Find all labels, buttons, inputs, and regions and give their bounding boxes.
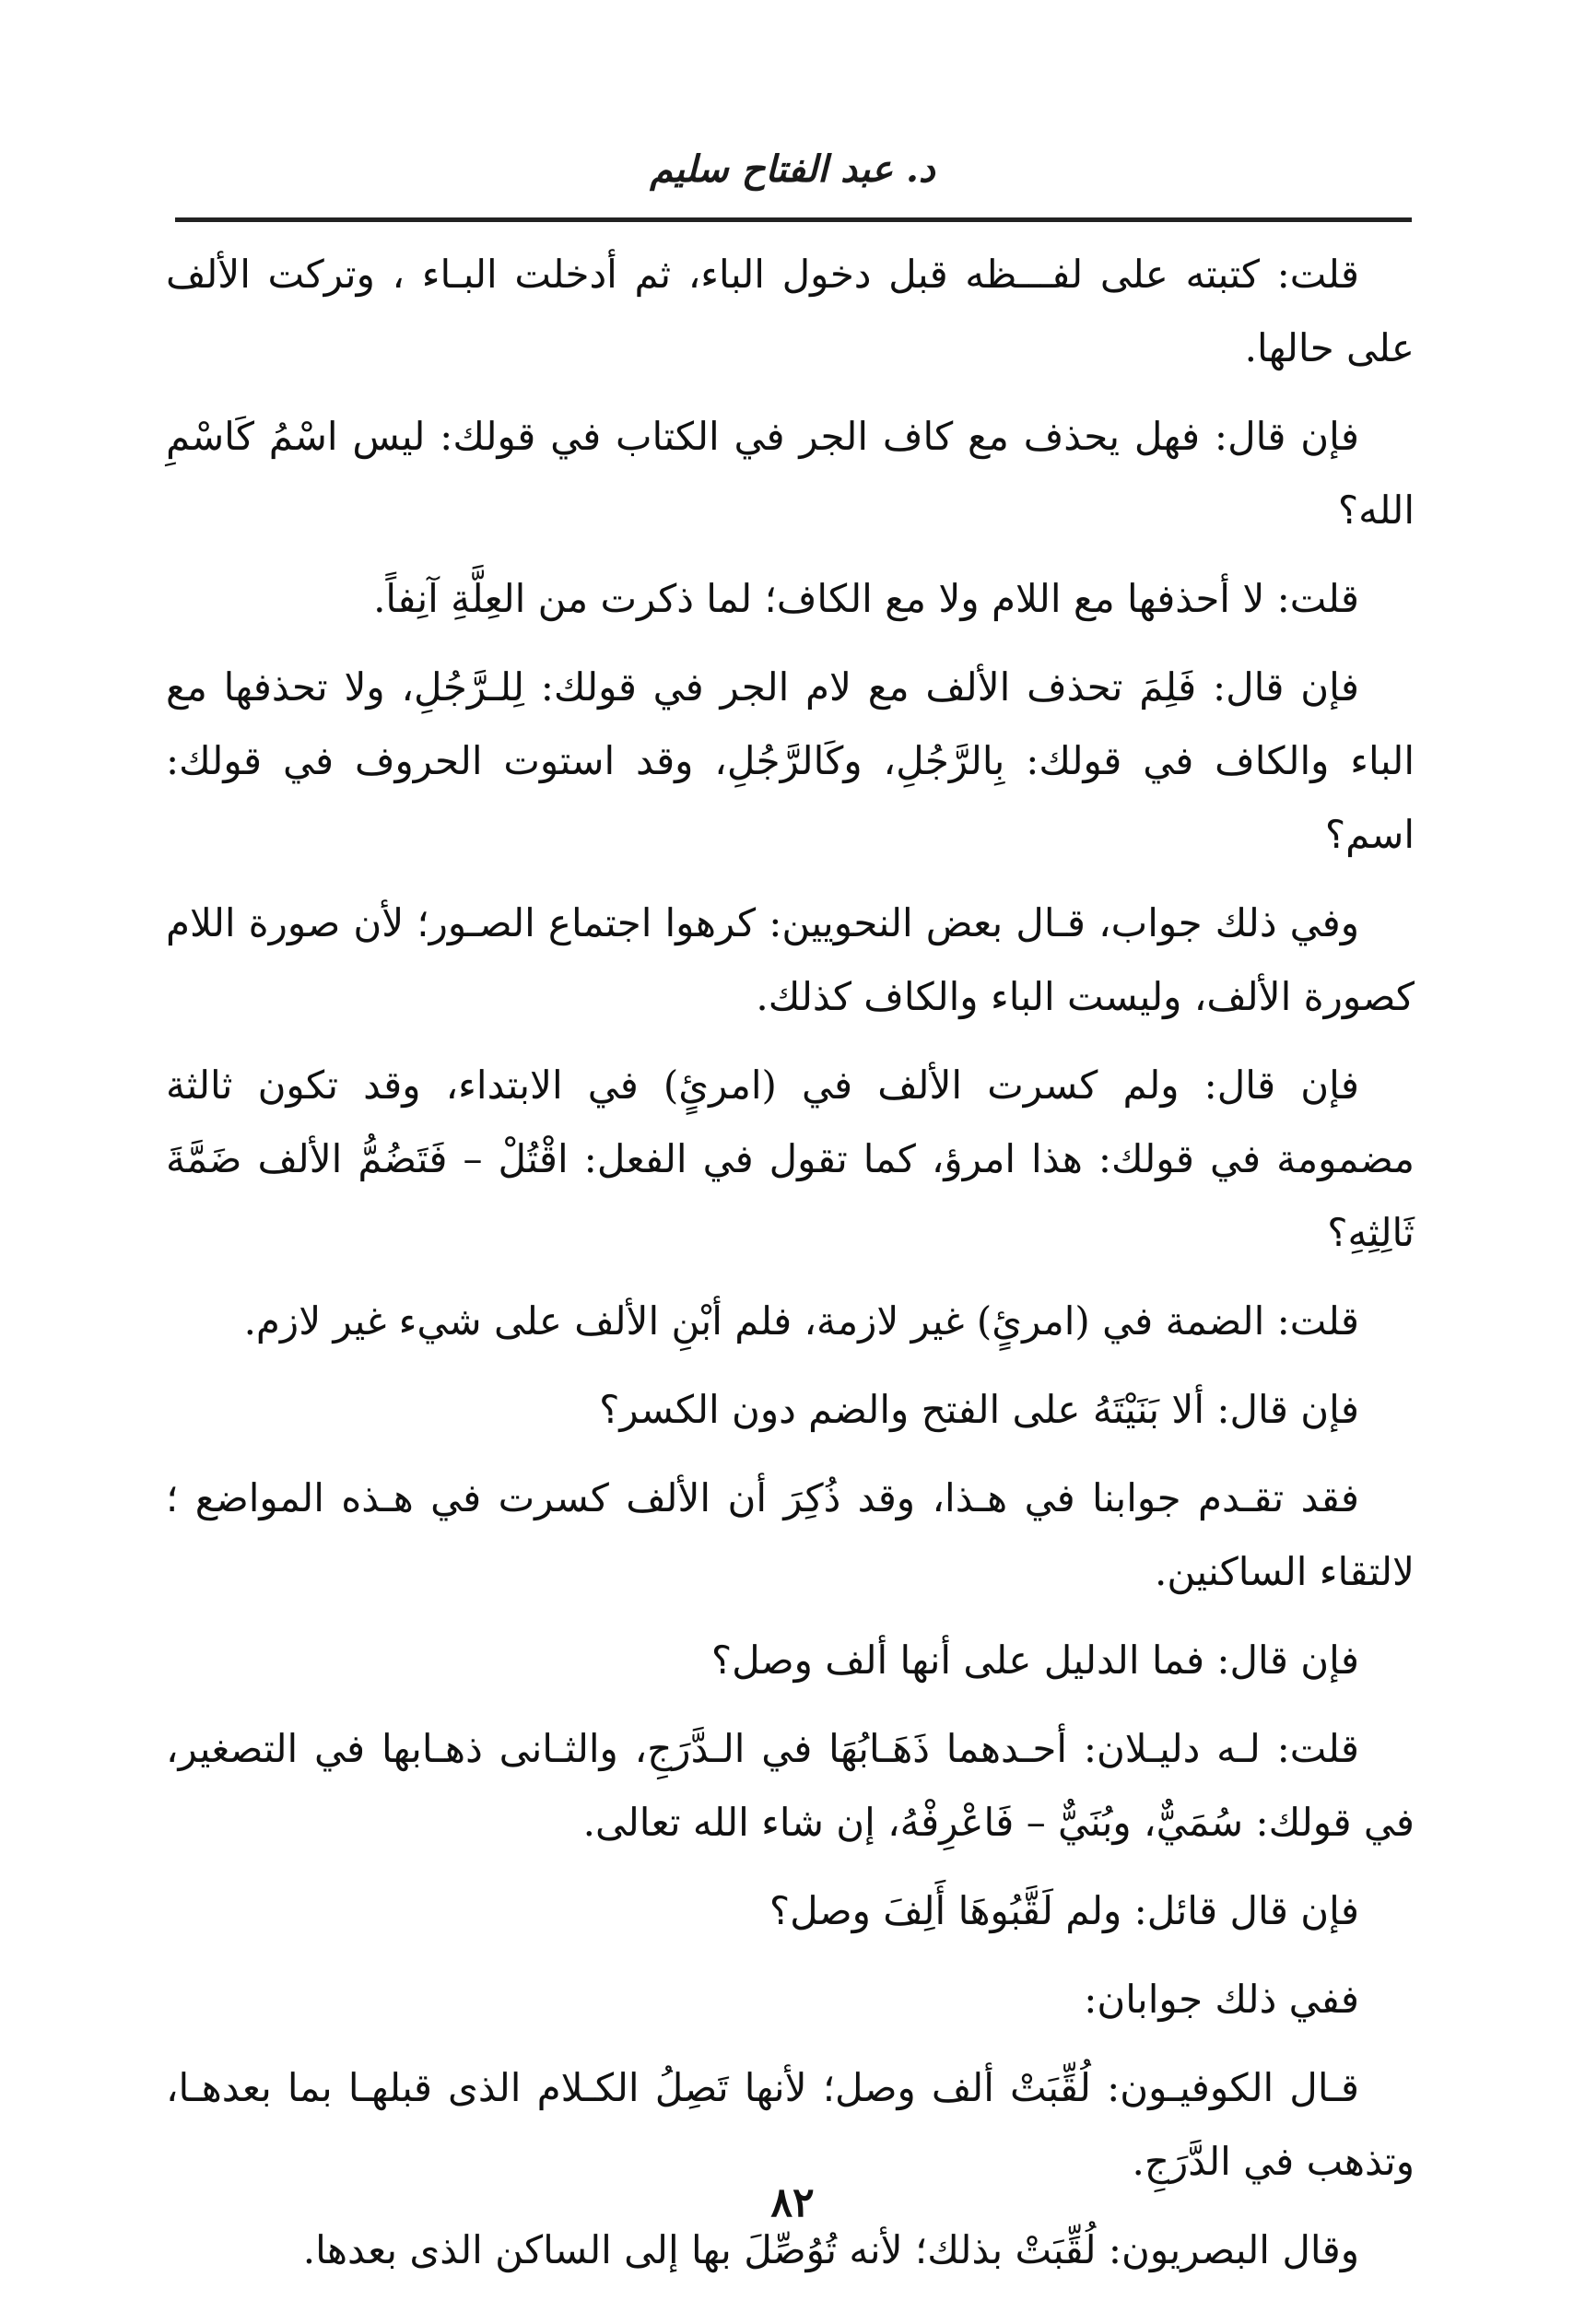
running-header: د. عبد الفتاح سليم xyxy=(650,147,935,191)
paragraph: فقد تقـدم جوابنا في هـذا، وقد ذُكِرَ أن الألف كسرت في هـذه المواضع ؛ لالتقاء الساكنين. xyxy=(166,1475,1415,1594)
header-rule xyxy=(175,217,1412,222)
paragraph: فإن قال: فهل يحذف مع كاف الجر في الكتاب في قولك: ليس اسْمُ كَاسْمِ الله؟ xyxy=(166,414,1415,533)
page-number: ٨٢ xyxy=(770,2179,815,2226)
paragraph: قـال الكوفيـون: لُقِّبَتْ ألف وصل؛ لأنها تَصِلُ الكـلام الذى قبلهـا بما بعدهـا، وتذهب في الدَّرَجِ. xyxy=(166,2065,1415,2184)
paragraph: فإن قال: فَلِمَ تحذف الألف مع لام الجر في قولك: لِلـرَّجُلِ، ولا تحذفها مع الباء والكاف في قولك: بِالرَّجُلِ، وكَالرَّجُلِ، وقد استوت الحروف في قولك: اسم؟ xyxy=(166,664,1415,857)
paragraph: قلت: كتبته على لفـــظه قبل دخول الباء، ثم أدخلت البـاء ، وتركت الألف على حالها. xyxy=(166,252,1415,370)
paragraph: قلت: الضمة في (امرئٍ) غير لازمة، فلم أبْنِ الألف على شيء غير لازم. xyxy=(243,1298,1359,1344)
paragraph: ففي ذلك جوابان: xyxy=(1084,1977,1359,2022)
paragraph: وقال البصريون: لُقِّبَتْ بذلك؛ لأنه تُوُصِّلَ بها إلى الساكن الذى بعدها. xyxy=(302,2227,1359,2272)
paragraph: فإن قال: فما الدليل على أنها ألف وصل؟ xyxy=(710,1637,1359,1683)
paragraph: قلت: لا أحذفها مع اللام ولا مع الكاف؛ لما ذكرت من العِلَّةِ آنِفاً. xyxy=(373,576,1359,621)
paragraph: فإن قال: ألا بَنَيْتَهُ على الفتح والضم دون الكسر؟ xyxy=(599,1387,1359,1432)
paragraph: وفي ذلك جواب، قـال بعض النحويين: كرهوا اجتماع الصـور؛ لأن صورة اللام كصورة الألف، وليست الباء والكاف كذلك. xyxy=(166,900,1415,1019)
paragraph: فإن قال: ولم كسرت الألف في (امرئٍ) في الابتداء، وقد تكون ثالثة مضمومة في قولك: هذا امرؤ، كما تقول في الفعل: اقْتُلْ – فَتَضُمُّ الألف ضَمَّةَ ثَالِثِهِ؟ xyxy=(166,1062,1415,1255)
paragraph: قلت: لـه دليـلان: أحـدهما ذَهَـابُهَا في الـدَّرَجِ، والثـانى ذهـابها في التصغير، في قولك: سُمَيٌّ، وبُنَيٌّ – فَاعْرِفْهُ، إن شاء الله تعالى. xyxy=(166,1726,1415,1845)
paragraph: فإن قال قائل: ولم لَقَّبُوهَا أَلِفَ وصل؟ xyxy=(769,1888,1359,1933)
body-text xyxy=(166,238,1415,2302)
